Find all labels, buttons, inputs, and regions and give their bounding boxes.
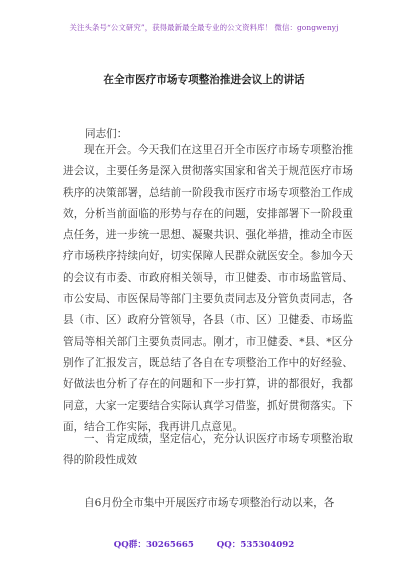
paragraph-opening: 现在开会。今天我们在这里召开全市医疗市场专项整治推进会议，主要任务是深入贯彻落实国家和省关于规范医疗市场秩序的决策部署，总结前一阶段我市医疗市场专项整治工作成效，分析当前面临的形势与存在的问题，安排部署下一阶段重点任务，进一步统一思想、凝聚共识、强化举措，推动全市医疗市场秩序持续向好，切实保障人民群众就医安全。参加今天的会议有市委、市政府相关领导，市卫健委、市市场监管局、市公安局、市医保局等部门主要负责同志及分管负责同志，各县（市、区）政府分管领导，各县（市、区）卫健委、市场监管局等相关部门主要负责同志。刚才，市卫健委、*县、*区分别作了汇报发言，既总结了各自在专项整治工作中的好经验、好做法也分析了存在的问题和下一步打算，讲的都很好，我都同意，大家一定要结合实际认真学习借鉴，抓好贯彻落实。下面，结合工作实际，我再讲几点意见。 [63, 144, 353, 433]
contact-footer [0, 538, 408, 550]
header-banner: 关注头条号“公文研究”，获得最新最全最专业的公文资料库！ 微信：gongwenyj [69, 23, 339, 32]
qq-group-number: QQ群：30265665 [113, 540, 194, 550]
qq-number: QQ：535304092 [216, 540, 295, 550]
paragraph-section-1: 自6月份全市集中开展医疗市场专项整治行动以来，各 [84, 497, 335, 509]
salutation: 同志们： [85, 128, 128, 140]
document-title: 在全市医疗市场专项整治推进会议上的讲话 [103, 74, 305, 86]
section-heading-1: 一、肯定成绩，坚定信心，充分认识医疗市场专项整治取得的阶段性成效 [63, 433, 353, 467]
